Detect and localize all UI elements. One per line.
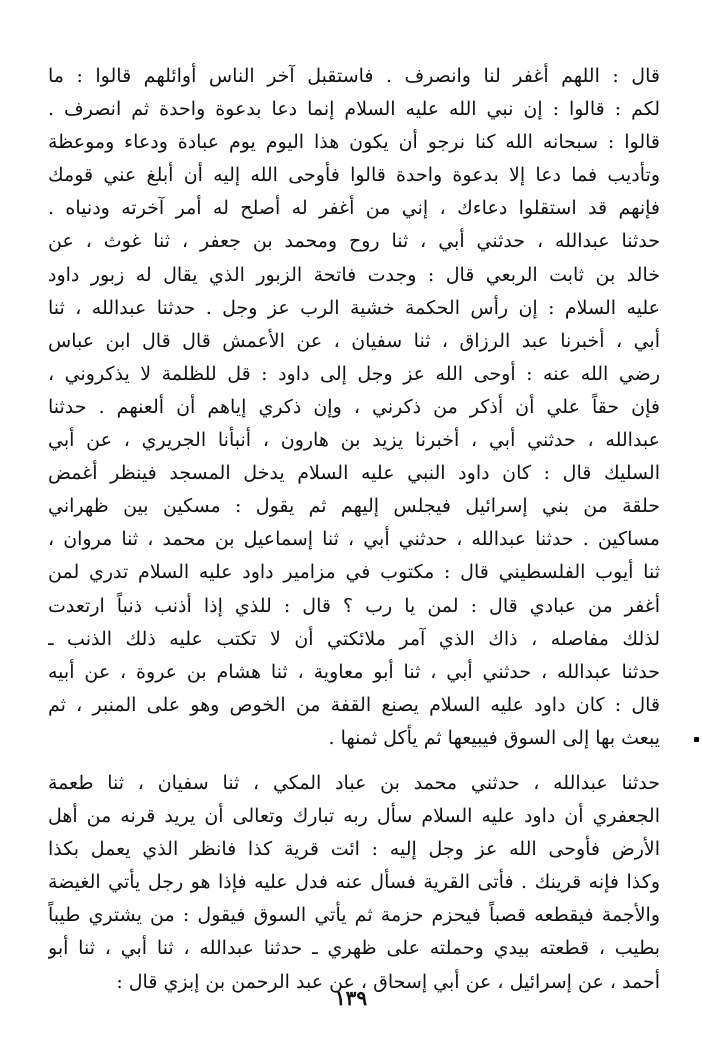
- text-line: عليه السلام : إن رأس الحكمة خشية الرب عز وجل . حدثنا عبدالله ، ثنا: [48, 296, 660, 319]
- text-line: ثنا أيوب الفلسطيني قال : مكتوب في مزامير داود عليه السلام تدري لمن: [48, 561, 660, 584]
- text-line: أحمد ، عن إسرائيل ، عن أبي إسحاق ، عن عبد الرحمن بن إبزي قال :: [116, 970, 660, 993]
- text-line: لذلك مفاصله ، ذاك الذي آمر ملائكتي أن لا تكتب عليه ذلك الذنب ـ: [48, 627, 660, 650]
- paragraph-gap: [48, 755, 660, 767]
- text-line: فإنهم قد استقلوا دعاءك ، إني من أغفر له أصلح له أمر آخرته ودنياه .: [48, 197, 660, 220]
- text-line: رضي الله عنه : أوحى الله عز وجل إلى داود : قل للظلمة لا يذكروني ،: [48, 362, 660, 385]
- page-number: ١٣٩: [334, 986, 368, 1010]
- text-line: السليك قال : كان داود النبي عليه السلام يدخل المسجد فينظر أغمض: [48, 462, 660, 485]
- text-line: والأجمة فيقطعه قصباً فيحزم حزمة ثم يأتي السوق فيقول : من يشتري طيباً: [48, 904, 660, 927]
- paragraph-1: [48, 60, 660, 755]
- text-line: فإن حقاً علي أن أذكر من ذكرني ، وإن ذكري إياهم أن ألعنهم . حدثنا: [48, 395, 660, 418]
- text-line: خالد بن ثابت الربعي قال : وجدت فاتحة الزبور الذي يقال له زبور داود: [48, 263, 660, 286]
- text-line: أبي ، أخبرنا عبد الرزاق ، ثنا سفيان ، عن الأعمش قال قال ابن عباس: [48, 329, 660, 352]
- text-line: حدثنا عبدالله ، حدثني محمد بن عباد المكي ، ثنا سفيان ، ثنا طعمة: [48, 771, 660, 794]
- page-body: [48, 60, 660, 999]
- text-line: قال : كان داود عليه السلام يصنع القفة من الخوص وهو على المنبر ، ثم: [48, 693, 660, 716]
- text-line: وكذا فإنه قرينك . فأتى القرية فسأل عنه فدل عليه فإذا هو رجل يأتي الغيضة: [48, 871, 660, 894]
- text-line: الجعفري أن داود عليه السلام سأل ربه تبارك وتعالى أن يريد قرنه من أهل: [48, 805, 660, 828]
- text-line: بطيب ، قطعته بيدي وحملته على ظهري ـ حدثنا عبدالله ، ثنا أبي ، ثنا أبو: [48, 937, 660, 960]
- text-line: حلقة من بني إسرائيل فيجلس إليهم ثم يقول : مسكين بين ظهراني: [48, 495, 660, 518]
- text-line: يبعث بها إلى السوق فيبيعها ثم يأكل ثمنها .: [328, 726, 660, 749]
- text-line: عبدالله ، حدثني أبي ، أخبرنا يزيد بن هارون ، أنبأنا الجريري ، عن أبي: [48, 429, 660, 452]
- text-line: حدثنا عبدالله ، حدثني أبي ، ثنا أبو معاوية ، ثنا هشام بن عروة ، عن أبيه: [48, 660, 660, 683]
- text-line: قال : اللهم أغفر لنا وانصرف . فاستقبل آخر الناس أوائلهم قالوا : ما: [48, 65, 660, 87]
- text-line: حدثنا عبدالله ، حدثني أبي ، ثنا روح ومحمد بن جعفر ، ثنا غوث ، عن: [48, 230, 660, 253]
- paragraph-2: [48, 767, 660, 999]
- text-line: لكم : قالوا : إن نبي الله عليه السلام إنما دعا بدعوة واحدة ثم انصرف .: [48, 98, 660, 121]
- text-line: وتأديب فما دعا إلا بدعوة واحدة قالوا فأوحى الله إليه أن أبلغ عني قومك: [48, 164, 660, 187]
- text-line: قالوا : سبحانه الله كنا نرجو أن يكون هذا اليوم يوم عبادة ودعاء وموعظة: [48, 131, 660, 154]
- text-line: أغفر من عبادي قال : لمن يا رب ؟ قال : للذي إذا أذنب ذنباً ارتعدت: [48, 594, 660, 617]
- text-line: الأرض فأوحى الله عز وجل إليه : ائت قرية كذا فانظر الذي يعمل بكذا: [48, 838, 660, 861]
- margin-mark: [694, 737, 699, 742]
- text-line: مساكين . حدثنا عبدالله ، حدثني أبي ، ثنا إسماعيل بن محمد ، ثنا مروان ،: [48, 528, 660, 551]
